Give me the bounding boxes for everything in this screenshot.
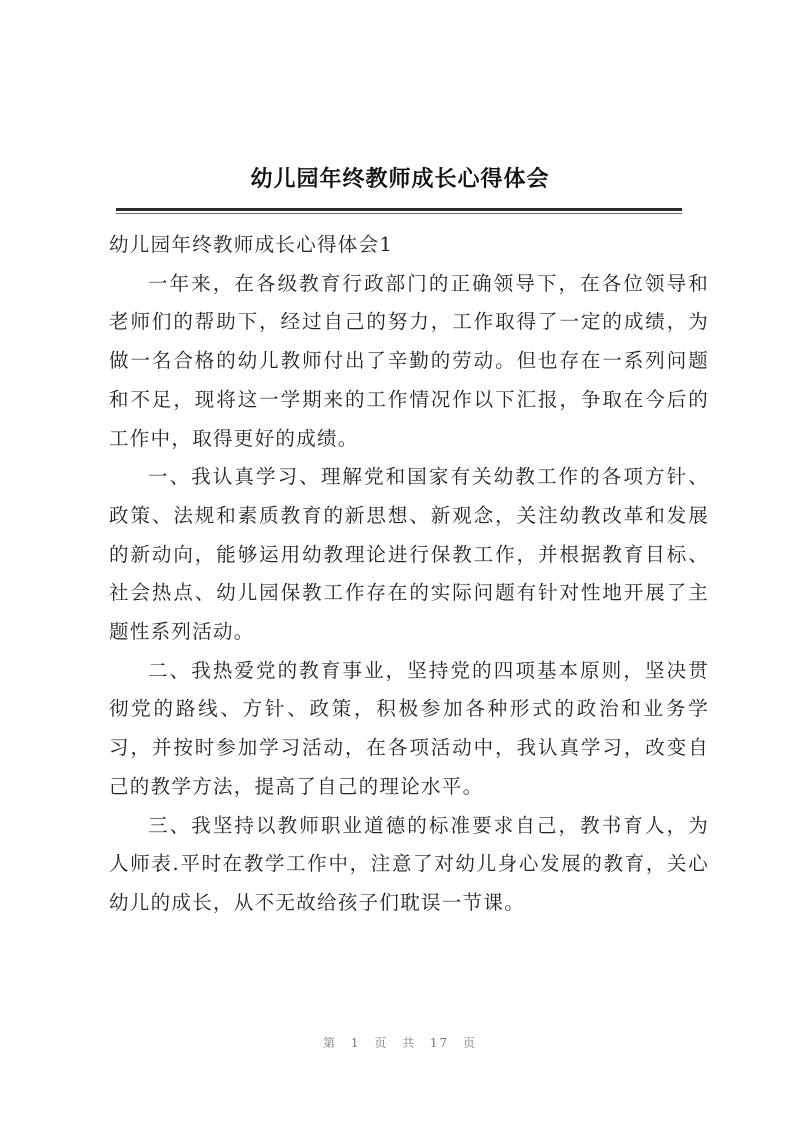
paragraph-point-1: 一、我认真学习、理解党和国家有关幼教工作的各项方针、政策、法规和素质教育的新思想、新观念，关注幼教改革和发展的新动向，能够运用幼教理论进行保教工作，并根据教育目标、社会热点、幼儿园保教工作存在的实际问题有针对性地开展了主题性系列活动。	[109, 465, 709, 644]
paragraph-point-3: 三、我坚持以教师职业道德的标准要求自己，教书育人，为人师表.平时在教学工作中，注意了对幼儿身心发展的教育，关心幼儿的成长，从不无故给孩子们耽误一节课。	[109, 813, 709, 914]
section-heading: 幼儿园年终教师成长心得体会1	[109, 233, 394, 256]
paragraph-intro: 一年来，在各级教育行政部门的正确领导下，在各位领导和老师们的帮助下，经过自己的努力，工作取得了一定的成绩，为做一名合格的幼儿教师付出了辛勤的劳动。但也存在一系列问题和不足，现将这一学期来的工作情况作以下汇报，争取在今后的工作中，取得更好的成绩。	[109, 271, 709, 450]
page-number-footer: 第 1 页 共 17 页	[323, 1036, 477, 1050]
title-underline-thin	[116, 213, 682, 214]
title-underline	[116, 208, 682, 211]
paragraph-point-2: 二、我热爱党的教育事业，坚持党的四项基本原则，坚决贯彻党的路线、方针、政策，积极参加各种形式的政治和业务学习，并按时参加学习活动，在各项活动中，我认真学习，改变自己的教学方法，提高了自己的理论水平。	[109, 658, 709, 798]
document-body	[109, 226, 709, 923]
document-title: 幼儿园年终教师成长心得体会	[250, 167, 550, 192]
